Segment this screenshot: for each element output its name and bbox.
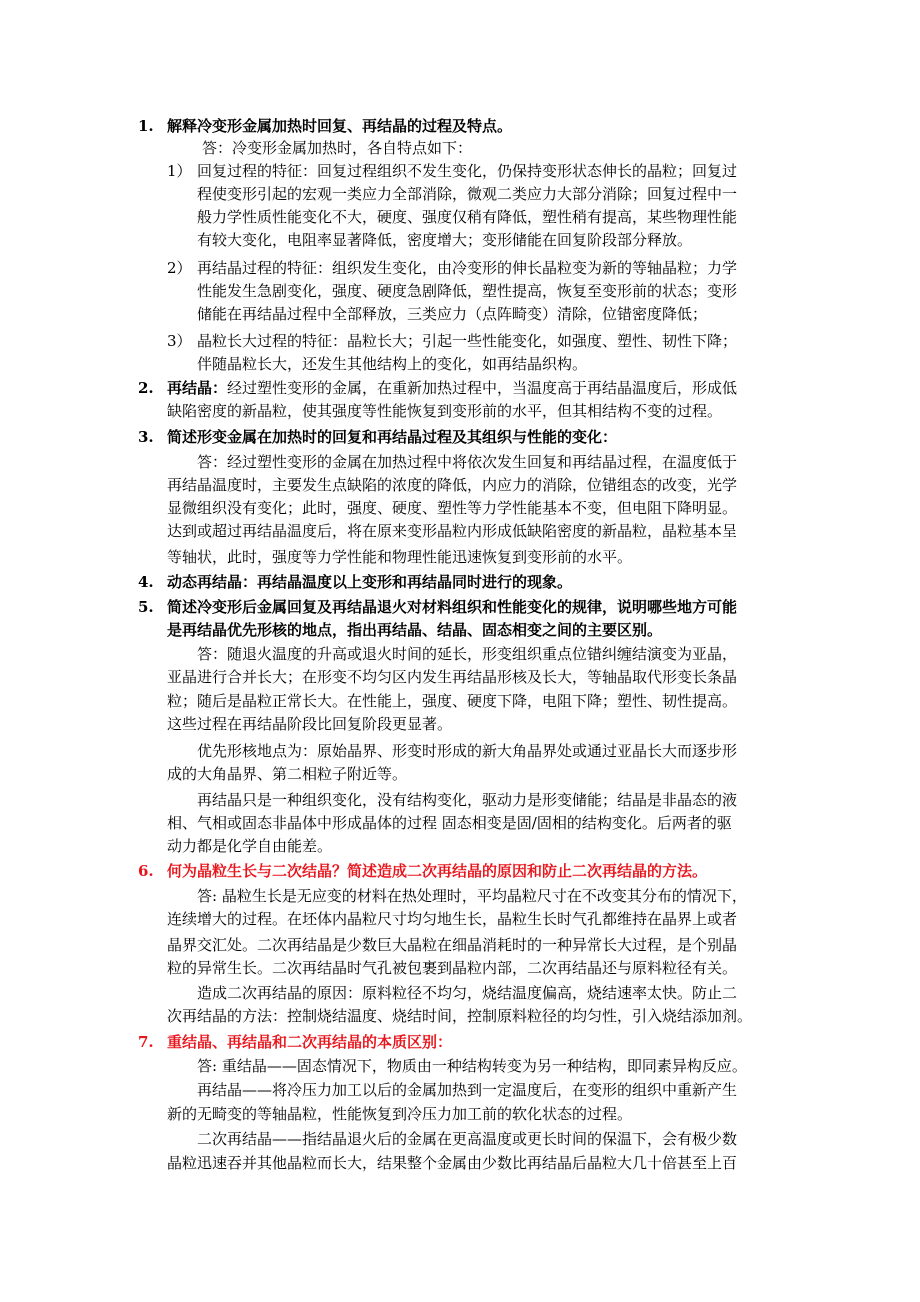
q5-answer-line: 亚晶进行合并长大；在形变不均匀区内发生再结晶形核及长大，等轴晶取代形变长条晶 xyxy=(167,668,738,686)
q7-number: 7. xyxy=(138,1033,154,1051)
q5-title-line1: 简述冷变形后金属回复及再结晶退火对材料组织和性能变化的规律，说明哪些地方可能 xyxy=(167,598,738,616)
q1-title: 解释冷变形金属加热时回复、再结晶的过程及特点。 xyxy=(167,117,513,135)
q3-answer-line: 等轴状，此时，强度等力学性能和物理性能迅速恢复到变形前的水平。 xyxy=(167,548,633,566)
q1-number: 1. xyxy=(138,117,154,135)
q6-answer-line: 次再结晶的方法：控制烧结温度、烧结时间，控制原料粒径的均匀性，引入烧结添加剂。 xyxy=(167,1007,753,1025)
q4-number: 4. xyxy=(138,573,154,591)
q1-item2-line: 性能发生急剧变化，强度、硬度急剧降低，塑性提高，恢复至变形前的状态；变形 xyxy=(197,282,738,300)
q1-item1-line: 般力学性质性能变化不大，硬度、强度仅稍有降低，塑性稍有提高，某些物理性能 xyxy=(197,208,738,226)
q1-item3-number: 3） xyxy=(167,332,192,350)
q6-answer-line: 连续增大的过程。在坯体内晶粒尺寸均匀地生长，晶粒生长时气孔都维持在晶界上或者 xyxy=(167,910,738,928)
q4-title: 动态再结晶：再结晶温度以上变形和再结晶同时进行的现象。 xyxy=(167,573,573,591)
q7-answer-line: 再结晶——将冷压力加工以后的金属加热到一定温度后，在变形的组织中重新产生 xyxy=(197,1081,738,1099)
q7-answer-line: 答: 重结晶——固态情况下，物质由一种结构转变为另一种结构，即同素异构反应。 xyxy=(197,1057,747,1075)
q1-item3-line: 晶粒长大过程的特征：晶粒长大；引起一些性能变化，如强度、塑性、韧性下降； xyxy=(197,332,738,350)
q5-answer-line: 再结晶只是一种组织变化，没有结构变化，驱动力是形变储能；结晶是非晶态的液 xyxy=(197,791,738,809)
q3-title: 简述形变金属在加热时的回复和再结晶过程及其组织与性能的变化： xyxy=(167,428,618,446)
q7-answer-line: 新的无畸变的等轴晶粒，性能恢复到冷压力加工前的软化状态的过程。 xyxy=(167,1105,633,1123)
q5-answer-line: 动力都是化学自由能差。 xyxy=(167,837,333,855)
q1-answer-intro: 答：冷变形金属加热时，各自特点如下： xyxy=(202,139,473,157)
q5-answer-line: 这些过程在再结晶阶段比回复阶段更显著。 xyxy=(167,715,453,733)
q5-answer-line: 粒；随后是晶粒正常长大。在性能上，强度、硬度下降，电阻下降；塑性、韧性提高。 xyxy=(167,692,738,710)
q6-answer-line: 粒的异常生长。二次再结晶时气孔被包裹到晶粒内部，二次再结晶还与原料粒径有关。 xyxy=(167,959,738,977)
q1-item1-line: 程使变形引起的宏观一类应力全部消除，微观二类应力大部分消除；回复过程中一 xyxy=(197,185,738,203)
q6-answer-line: 造成二次再结晶的原因：原料粒径不均匀，烧结温度偏高，烧结速率太快。防止二 xyxy=(197,984,738,1002)
q6-title: 何为晶粒生长与二次结晶？简述造成二次再结晶的原因和防止二次再结晶的方法。 xyxy=(167,862,708,880)
q3-answer-line: 答：经过塑性变形的金属在加热过程中将依次发生回复和再结晶过程，在温度低于 xyxy=(197,453,738,471)
q7-title: 重结晶、再结晶和二次再结晶的本质区别： xyxy=(167,1033,453,1051)
q2-term: 再结晶： xyxy=(167,379,228,397)
q3-answer-line: 显微组织没有变化；此时，强度、硬度、塑性等力学性能基本不变，但电阻下降明显。 xyxy=(167,499,738,517)
q1-item3-line: 伴随晶粒长大，还发生其他结构上的变化，如再结晶织构。 xyxy=(197,355,588,373)
q3-number: 3. xyxy=(138,428,154,446)
q3-answer-line: 达到或超过再结晶温度后，将在原来变形晶粒内形成低缺陷密度的新晶粒，晶粒基本呈 xyxy=(167,522,738,540)
q2-definition: 经过塑性变形的金属，在重新加热过程中，当温度高于再结晶温度后，形成低 xyxy=(227,379,738,397)
q1-item2-line: 储能在再结晶过程中全部释放，三类应力（点阵畸变）清除，位错密度降低； xyxy=(197,305,708,323)
q6-answer-line: 答: 晶粒生长是无应变的材料在热处理时，平均晶粒尺寸在不改变其分布的情况下， xyxy=(197,887,747,905)
q5-title-line2: 是再结晶优先形核的地点，指出再结晶、结晶、固态相变之间的主要区别。 xyxy=(167,621,663,639)
q1-item2-number: 2） xyxy=(167,259,192,277)
q2-line2: 缺陷密度的新晶粒，使其强度等性能恢复到变形前的水平，但其相结构不变的过程。 xyxy=(167,402,723,420)
q6-number: 6. xyxy=(138,862,154,880)
q5-number: 5. xyxy=(138,598,154,616)
q6-answer-line: 晶界交汇处。二次再结晶是少数巨大晶粒在细晶消耗时的一种异常长大过程，是个别晶 xyxy=(167,936,738,954)
q5-answer-line: 相、气相或固态非晶体中形成晶体的过程 固态相变是固/固相的结构变化。后两者的驱 xyxy=(167,814,732,832)
q1-item1-line: 有较大变化，电阻率显著降低，密度增大；变形储能在回复阶段部分释放。 xyxy=(197,231,693,249)
q7-answer-line: 二次再结晶——指结晶退火后的金属在更高温度或更长时间的保温下，会有极少数 xyxy=(197,1130,738,1148)
q7-answer-line: 晶粒迅速吞并其他晶粒而长大，结果整个金属由少数比再结晶后晶粒大几十倍甚至上百 xyxy=(167,1154,738,1172)
q2-number: 2. xyxy=(138,379,154,397)
q5-answer-line: 成的大角晶界、第二相粒子附近等。 xyxy=(167,765,408,783)
q1-item1-number: 1） xyxy=(167,162,192,180)
q3-answer-line: 再结晶温度时，主要发生点缺陷的浓度的降低，内应力的消除，位错组态的改变，光学 xyxy=(167,476,738,494)
q5-answer-line: 答：随退火温度的升高或退火时间的延长，形变组织重点位错纠缠结演变为亚晶， xyxy=(197,645,738,663)
q1-item1-line: 回复过程的特征：回复过程组织不发生变化，仍保持变形状态伸长的晶粒；回复过 xyxy=(197,162,738,180)
q5-answer-line: 优先形核地点为：原始晶界、形变时形成的新大角晶界处或通过亚晶长大而逐步形 xyxy=(197,742,738,760)
q1-item2-line: 再结晶过程的特征：组织发生变化，由冷变形的伸长晶粒变为新的等轴晶粒；力学 xyxy=(197,259,738,277)
q2-line1 xyxy=(167,377,737,399)
